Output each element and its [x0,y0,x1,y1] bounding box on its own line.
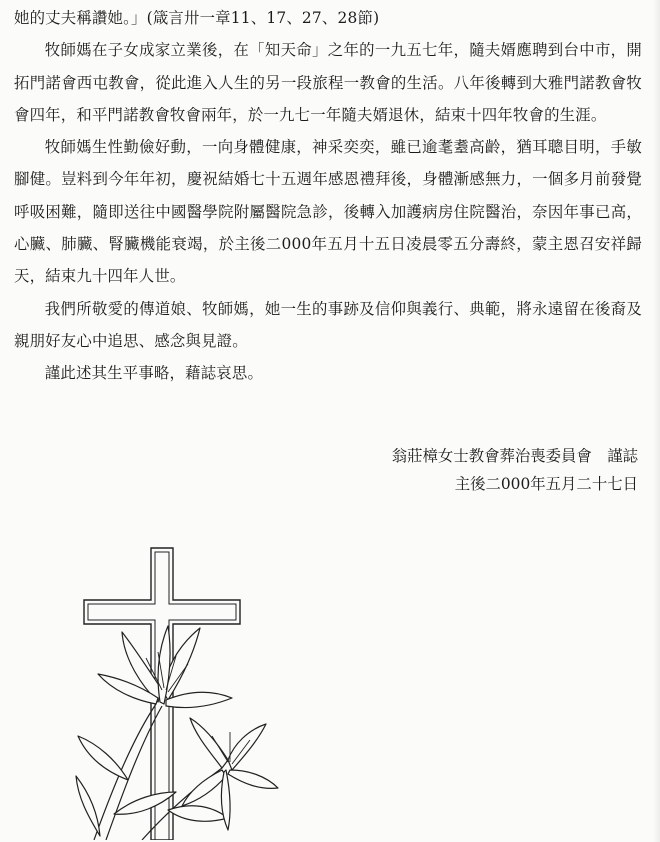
paragraph-ministry: 牧師媽在子女成家立業後，在「知天命」之年的一九五七年，隨夫婿應聘到台中市，開拓門諾會西屯教會，從此進入人生的另一段旅程一教會的生活。八年後轉到大雅門諾教會牧會四年，和平門諾教會牧會兩年，於一九七一年隨夫婿退休，結束十四年牧會的生涯。 [14,41,642,124]
lily-icon [76,626,278,840]
paragraph-closing: 謹此述其生平事略，藉誌哀思。 [44,364,264,383]
paragraph-remembrance: 我們所敬愛的傳道娘、牧師媽，她一生的事跡及信仰與義行、典範，將永遠留在後裔及親朋好友心中追思、感念與見證。 [14,299,642,350]
signature-block [392,442,638,498]
signature-date: 主後二000年五月二十七日 [454,475,638,493]
paragraph-health-and-passing: 牧師媽生性勤儉好動，一向身體健康，神采奕奕，雖已逾耄耋高齡，猶耳聰目明，手敏腳健。豈料到今年年初，慶祝結婚七十五週年感恩禮拜後，身體漸感無力，一個多月前發覺呼吸困難，隨即送往中國醫學院附屬醫院急診，後轉入加護病房住院醫治，奈因年事已高，心臟、肺臟、腎臟機能衰竭，於主後二000年五月十五日凌晨零五分壽終，蒙主恩召安祥歸天，結束九十四年人世。 [14,138,642,286]
scan-edge-shadow [653,0,660,842]
cross-and-lily-illustration [72,540,312,840]
committee-signature: 翁莊樟女士教會葬治喪委員會 謹誌 [391,447,638,465]
continuation-line: 她的丈夫稱讚她。」(箴言卅一章11、17、27、28節) [14,9,380,27]
body-text [14,2,642,390]
